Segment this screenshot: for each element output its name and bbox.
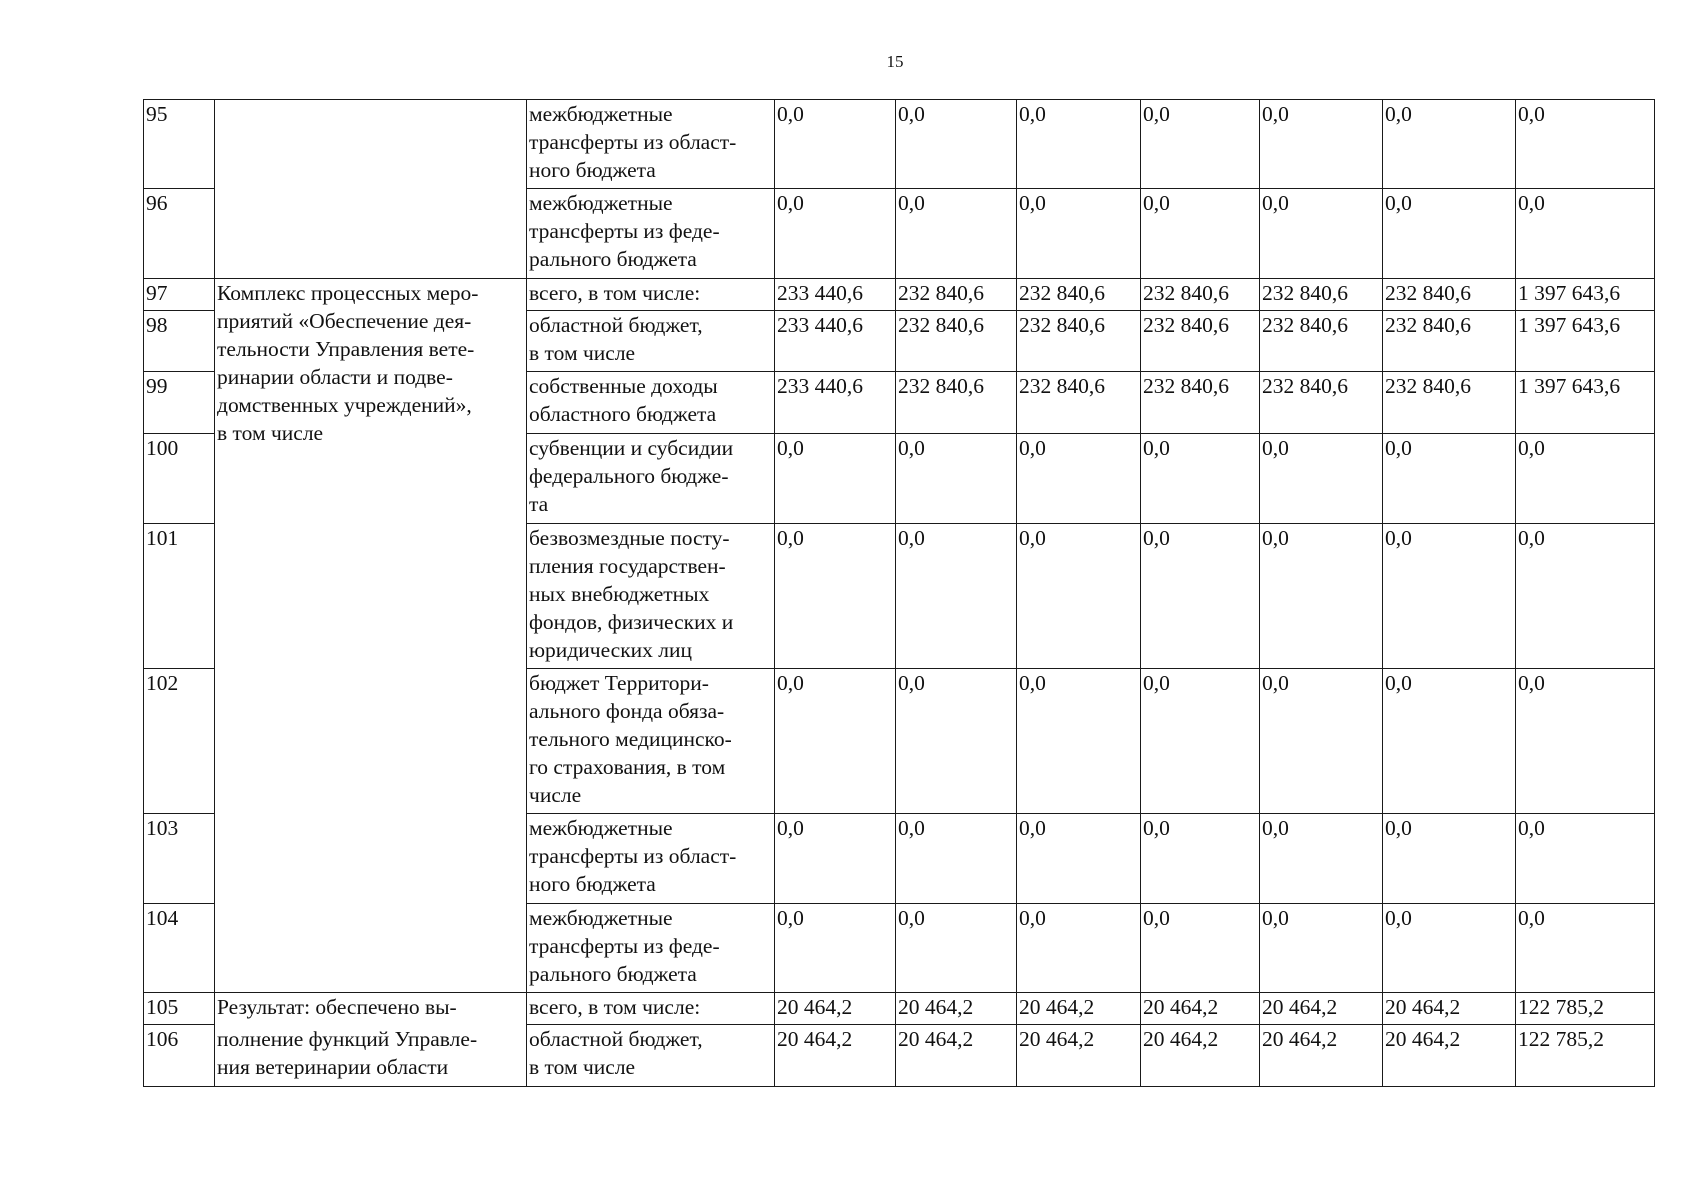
value-cell: 0,0 — [1260, 904, 1383, 993]
total-cell: 0,0 — [1516, 904, 1655, 993]
row-number: 103 — [144, 814, 215, 904]
row-number: 97 — [144, 279, 215, 311]
total-cell: 0,0 — [1516, 434, 1655, 524]
program-cell — [215, 100, 527, 279]
value-cell: 232 840,6 — [1141, 372, 1260, 434]
table-row — [144, 279, 1655, 311]
value-cell: 0,0 — [896, 189, 1017, 279]
value-cell: 233 440,6 — [775, 279, 896, 311]
value-cell: 0,0 — [775, 904, 896, 993]
value-cell: 0,0 — [775, 434, 896, 524]
value-cell: 20 464,2 — [1017, 1025, 1141, 1087]
funding-source: межбюджетные трансферты из феде- рального бюджета — [527, 189, 775, 279]
value-cell: 20 464,2 — [1017, 993, 1141, 1025]
row-number: 96 — [144, 189, 215, 279]
value-cell: 20 464,2 — [1141, 1025, 1260, 1087]
value-cell: 232 840,6 — [896, 279, 1017, 311]
total-cell: 122 785,2 — [1516, 993, 1655, 1025]
value-cell: 0,0 — [1383, 434, 1516, 524]
total-cell: 0,0 — [1516, 669, 1655, 814]
value-cell: 20 464,2 — [896, 1025, 1017, 1087]
value-cell: 0,0 — [1017, 814, 1141, 904]
funding-source: областной бюджет, в том числе — [527, 1025, 775, 1087]
value-cell: 0,0 — [896, 814, 1017, 904]
value-cell: 0,0 — [1017, 904, 1141, 993]
funding-source: собственные доходы областного бюджета — [527, 372, 775, 434]
value-cell: 0,0 — [775, 524, 896, 669]
value-cell: 0,0 — [1260, 669, 1383, 814]
value-cell: 0,0 — [1383, 100, 1516, 189]
row-number: 105 — [144, 993, 215, 1025]
value-cell: 0,0 — [1141, 524, 1260, 669]
value-cell: 20 464,2 — [775, 1025, 896, 1087]
funding-source: областной бюджет, в том числе — [527, 311, 775, 372]
value-cell: 232 840,6 — [1017, 279, 1141, 311]
value-cell: 0,0 — [1141, 434, 1260, 524]
total-cell: 1 397 643,6 — [1516, 279, 1655, 311]
funding-source: безвозмездные посту- пления государствен- ных внебюджетных фондов, физических и юридических лиц — [527, 524, 775, 669]
value-cell: 0,0 — [1383, 189, 1516, 279]
value-cell: 0,0 — [896, 904, 1017, 993]
funding-source: субвенции и субсидии федерального бюдже- та — [527, 434, 775, 524]
value-cell: 0,0 — [775, 189, 896, 279]
value-cell: 0,0 — [775, 814, 896, 904]
value-cell: 0,0 — [1383, 669, 1516, 814]
value-cell: 20 464,2 — [1383, 993, 1516, 1025]
value-cell: 0,0 — [1141, 669, 1260, 814]
value-cell: 0,0 — [1141, 189, 1260, 279]
value-cell: 0,0 — [1383, 524, 1516, 669]
total-cell: 0,0 — [1516, 189, 1655, 279]
row-number: 99 — [144, 372, 215, 434]
value-cell: 233 440,6 — [775, 372, 896, 434]
value-cell: 0,0 — [896, 524, 1017, 669]
budget-table — [143, 99, 1655, 1087]
value-cell: 20 464,2 — [1383, 1025, 1516, 1087]
value-cell: 0,0 — [1017, 434, 1141, 524]
value-cell: 20 464,2 — [1260, 993, 1383, 1025]
value-cell: 232 840,6 — [1260, 311, 1383, 372]
value-cell: 0,0 — [1260, 100, 1383, 189]
value-cell: 0,0 — [896, 434, 1017, 524]
value-cell: 0,0 — [1141, 814, 1260, 904]
funding-source: межбюджетные трансферты из феде- рального бюджета — [527, 904, 775, 993]
value-cell: 0,0 — [1017, 524, 1141, 669]
program-cell: Результат: обеспечено вы- — [215, 993, 527, 1025]
value-cell: 233 440,6 — [775, 311, 896, 372]
value-cell: 0,0 — [1017, 189, 1141, 279]
row-number: 106 — [144, 1025, 215, 1087]
value-cell: 232 840,6 — [896, 372, 1017, 434]
value-cell: 0,0 — [1260, 189, 1383, 279]
value-cell: 0,0 — [775, 100, 896, 189]
row-number: 98 — [144, 311, 215, 372]
value-cell: 0,0 — [896, 669, 1017, 814]
page-number: 15 — [886, 52, 904, 71]
value-cell: 232 840,6 — [1017, 311, 1141, 372]
value-cell: 232 840,6 — [1260, 372, 1383, 434]
value-cell: 232 840,6 — [1017, 372, 1141, 434]
value-cell: 0,0 — [1260, 524, 1383, 669]
value-cell: 232 840,6 — [1383, 311, 1516, 372]
total-cell: 122 785,2 — [1516, 1025, 1655, 1087]
value-cell: 0,0 — [1017, 669, 1141, 814]
value-cell: 232 840,6 — [1260, 279, 1383, 311]
funding-source: всего, в том числе: — [527, 279, 775, 311]
funding-source: межбюджетные трансферты из област- ного бюджета — [527, 814, 775, 904]
row-number: 101 — [144, 524, 215, 669]
table-row — [144, 1025, 1655, 1087]
value-cell: 232 840,6 — [1141, 311, 1260, 372]
value-cell: 0,0 — [1141, 100, 1260, 189]
value-cell: 232 840,6 — [1383, 279, 1516, 311]
value-cell: 0,0 — [1141, 904, 1260, 993]
funding-source: межбюджетные трансферты из област- ного бюджета — [527, 100, 775, 189]
total-cell: 1 397 643,6 — [1516, 372, 1655, 434]
value-cell: 0,0 — [1260, 814, 1383, 904]
value-cell: 0,0 — [896, 100, 1017, 189]
value-cell: 232 840,6 — [1383, 372, 1516, 434]
total-cell: 0,0 — [1516, 814, 1655, 904]
value-cell: 232 840,6 — [896, 311, 1017, 372]
total-cell: 1 397 643,6 — [1516, 311, 1655, 372]
row-number: 95 — [144, 100, 215, 189]
value-cell: 20 464,2 — [1260, 1025, 1383, 1087]
program-cell: Комплекс процессных меро- приятий «Обеспечение дея- тельности Управления вете- ринарии области и подве- домственных учреждений», в том числе — [215, 279, 527, 993]
value-cell: 0,0 — [775, 669, 896, 814]
value-cell: 20 464,2 — [1141, 993, 1260, 1025]
total-cell: 0,0 — [1516, 100, 1655, 189]
table-row — [144, 100, 1655, 189]
program-cell: полнение функций Управле- ния ветеринарии области — [215, 1025, 527, 1087]
row-number: 102 — [144, 669, 215, 814]
value-cell: 232 840,6 — [1141, 279, 1260, 311]
value-cell: 20 464,2 — [896, 993, 1017, 1025]
value-cell: 0,0 — [1260, 434, 1383, 524]
table-row — [144, 993, 1655, 1025]
funding-source: бюджет Территори- ального фонда обяза- тельного медицинско- го страхования, в том числе — [527, 669, 775, 814]
value-cell: 0,0 — [1017, 100, 1141, 189]
value-cell: 0,0 — [1383, 904, 1516, 993]
funding-source: всего, в том числе: — [527, 993, 775, 1025]
row-number: 104 — [144, 904, 215, 993]
row-number: 100 — [144, 434, 215, 524]
value-cell: 0,0 — [1383, 814, 1516, 904]
value-cell: 20 464,2 — [775, 993, 896, 1025]
total-cell: 0,0 — [1516, 524, 1655, 669]
